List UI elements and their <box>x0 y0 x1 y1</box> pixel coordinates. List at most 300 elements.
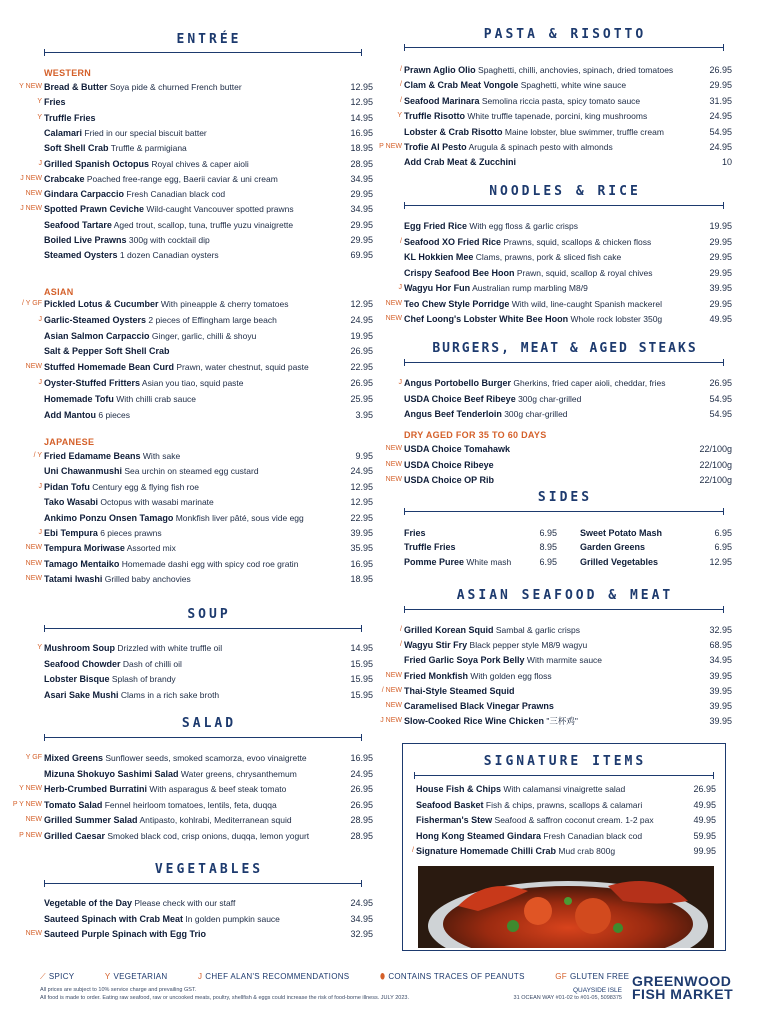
menu-item-price: 34.95 <box>350 914 373 924</box>
menu-item-price: 26.95 <box>350 784 373 794</box>
menu-item <box>379 140 613 154</box>
menu-item <box>385 442 511 456</box>
dietary-marks: J <box>38 529 42 536</box>
menu-item-name: Crabcake <box>44 174 85 184</box>
menu-item-name: Ebi Tempura <box>44 528 98 538</box>
menu-item <box>385 699 554 713</box>
legend-gluten-free: GLUTEN FREE <box>569 972 630 981</box>
menu-item-price: 39.95 <box>709 686 732 696</box>
menu-item-name: Mushroom Soup <box>44 643 115 653</box>
dietary-marks: J <box>38 316 42 323</box>
menu-item-description: Grilled baby anchovies <box>102 574 191 584</box>
menu-item-price: 34.95 <box>350 204 373 214</box>
menu-item-price: 49.95 <box>693 800 716 810</box>
dietary-marks: / <box>400 626 402 633</box>
menu-item <box>404 540 456 554</box>
menu-item-name: Seafood Marinara <box>404 96 480 106</box>
menu-item <box>25 187 226 201</box>
menu-item-description: Ginger, garlic, chilli & shoyu <box>149 331 257 341</box>
menu-item-name: Grilled Vegetables <box>580 557 659 567</box>
menu-item-description: Dash of chilli oil <box>120 659 182 669</box>
menu-item-price: 16.95 <box>350 559 373 569</box>
menu-item <box>400 78 627 92</box>
menu-item-description: 1 dozen Canadian oysters <box>117 250 219 260</box>
menu-item-description: Antipasto, kohlrabi, Mediterranean squid <box>137 815 292 825</box>
menu-item-price: 24.95 <box>350 466 373 476</box>
menu-item-price: 35.95 <box>350 543 373 553</box>
menu-item <box>385 312 663 326</box>
menu-item-name: Vegetable of the Day <box>44 898 133 908</box>
menu-item-name: Caramelised Black Vinegar Prawns <box>404 701 554 711</box>
section-rule <box>404 609 724 610</box>
menu-item-price: 15.95 <box>350 690 373 700</box>
menu-item-price: 28.95 <box>350 159 373 169</box>
menu-item-description: "三杯鸡" <box>543 716 578 726</box>
menu-item-description: With golden egg floss <box>468 671 552 681</box>
menu-item <box>400 638 588 652</box>
menu-item-name: Fisherman's Stew <box>416 815 493 825</box>
menu-item-description: Fresh Canadian black cod <box>124 189 226 199</box>
menu-item-description: Assorted mix <box>124 543 176 553</box>
menu-item-name: Asian Salmon Carpaccio <box>44 331 150 341</box>
menu-item-price: 29.95 <box>709 237 732 247</box>
menu-item <box>404 526 426 540</box>
chilli-crab-photo <box>418 866 714 948</box>
menu-item <box>44 767 297 781</box>
menu-item-price: 26.95 <box>350 346 373 356</box>
menu-item-name: Clam & Crab Meat Vongole <box>404 80 519 90</box>
dietary-marks: NEW <box>385 461 402 468</box>
menu-item <box>404 266 652 280</box>
menu-item <box>25 541 176 555</box>
menu-item-price: 24.95 <box>350 898 373 908</box>
menu-item-description: With wild, line-caught Spanish mackerel <box>509 299 662 309</box>
menu-item-price: 26.95 <box>709 378 732 388</box>
dietary-marks: J <box>398 284 402 291</box>
menu-item <box>44 248 219 262</box>
menu-item-name: KL Hokkien Mee <box>404 252 474 262</box>
menu-item-description: Fresh Canadian black cod <box>541 831 643 841</box>
menu-item-price: 12.95 <box>350 299 373 309</box>
dietary-marks: NEW <box>385 672 402 679</box>
menu-item-name: Calamari <box>44 128 83 138</box>
menu-item <box>38 480 199 494</box>
dietary-marks: J <box>38 483 42 490</box>
menu-item <box>44 233 210 247</box>
menu-item-price: 18.95 <box>350 143 373 153</box>
menu-item-name: Trofie Al Pesto <box>404 142 467 152</box>
menu-item-price: 28.95 <box>350 831 373 841</box>
menu-item-description: With asparagus & beef steak tomato <box>147 784 287 794</box>
menu-item-price: 12.95 <box>350 82 373 92</box>
menu-item <box>404 555 511 569</box>
menu-item <box>37 641 223 655</box>
menu-item <box>44 344 170 358</box>
menu-item-price: 9.95 <box>355 451 373 461</box>
menu-item-name: Truffle Fries <box>44 113 96 123</box>
menu-item <box>44 141 187 155</box>
menu-item-name: Add Crab Meat & Zucchini <box>404 157 517 167</box>
menu-item <box>25 557 299 571</box>
fine-print-service: All prices are subject to 10% service charge and prevailing GST. <box>40 987 197 993</box>
menu-item-price: 12.95 <box>709 557 732 567</box>
menu-item <box>22 297 289 311</box>
menu-item-description: Please check with our staff <box>132 898 236 908</box>
dietary-marks: NEW <box>25 575 42 582</box>
dietary-marks: / <box>400 81 402 88</box>
menu-item-name: Mizuna Shokuyo Sashimi Salad <box>44 769 179 779</box>
menu-item <box>404 392 581 406</box>
menu-item <box>404 250 621 264</box>
menu-item-name: Soft Shell Crab <box>44 143 109 153</box>
menu-item-price: 39.95 <box>709 283 732 293</box>
menu-item-description: Smoked black cod, crisp onions, duqqa, lemon yogurt <box>105 831 310 841</box>
section-title-burgers: BURGERS, MEAT & AGED STEAKS <box>432 341 698 356</box>
menu-item-description: Spaghetti, white wine sauce <box>518 80 627 90</box>
dietary-marks: NEW <box>25 816 42 823</box>
menu-item-description: Sunflower seeds, smoked scamorza, evoo vinaigrette <box>103 753 307 763</box>
menu-item-name: Steamed Oysters <box>44 250 118 260</box>
menu-item-description: Fennel heirloom tomatoes, lentils, feta, duqqa <box>102 800 277 810</box>
menu-item-name: USDA Choice Ribeye <box>404 460 494 470</box>
menu-item-name: Tempura Moriwase <box>44 543 125 553</box>
menu-item <box>381 684 515 698</box>
menu-item <box>385 297 662 311</box>
menu-item-name: Fries <box>44 97 66 107</box>
fine-print-raw: All food is made to order. Eating raw seafood, raw or uncooked meats, poultry, shellfish & eggs could increase the risk of food-borne illness. JULY 2023. <box>40 995 410 1001</box>
menu-item-price: 28.95 <box>350 815 373 825</box>
menu-item-description: 2 pieces of Effingham large beach <box>146 315 277 325</box>
menu-item-name: Wagyu Hor Fun <box>404 283 471 293</box>
menu-item-name: Signature Homemade Chilli Crab <box>416 846 557 856</box>
menu-item <box>44 912 280 926</box>
menu-item-price: 22/100g <box>699 475 732 485</box>
menu-item-name: Sauteed Spinach with Crab Meat <box>44 914 184 924</box>
menu-item <box>44 126 207 140</box>
chef-icon: J <box>197 972 203 981</box>
menu-item-price: 22.95 <box>350 362 373 372</box>
menu-item-price: 26.95 <box>350 800 373 810</box>
gluten-free-icon: GF <box>555 972 567 981</box>
dietary-marks: P Y NEW <box>12 801 42 808</box>
menu-item <box>400 63 674 77</box>
dietary-marks: / Y GF <box>22 300 42 307</box>
menu-item <box>404 407 568 421</box>
menu-item <box>37 95 66 109</box>
menu-item-description: Australian rump marbling M8/9 <box>470 283 588 293</box>
legend <box>40 972 657 982</box>
menu-item <box>38 526 162 540</box>
menu-item <box>398 376 666 390</box>
menu-item-price: 15.95 <box>350 659 373 669</box>
section-title-vegetables: VEGETABLES <box>154 862 264 877</box>
menu-item-description: Octopus with wasabi marinate <box>98 497 214 507</box>
menu-item-price: 10 <box>721 157 732 167</box>
menu-item-price: 26.95 <box>350 378 373 388</box>
menu-item-name: Salt & Pepper Soft Shell Crab <box>44 346 170 356</box>
menu-item <box>25 813 292 827</box>
menu-item-name: Spotted Prawn Ceviche <box>44 204 145 214</box>
menu-item-description: Mud crab 800g <box>556 846 616 856</box>
menu-item-name: Slow-Cooked Rice Wine Chicken <box>404 716 544 726</box>
menu-item-price: 29.95 <box>350 220 373 230</box>
menu-item-name: Wagyu Stir Fry <box>404 640 468 650</box>
menu-item <box>44 218 293 232</box>
menu-item-price: 12.95 <box>350 482 373 492</box>
menu-item-price: 39.95 <box>709 671 732 681</box>
menu-item-price: 29.95 <box>709 299 732 309</box>
menu-item-price: 29.95 <box>709 80 732 90</box>
menu-item-price: 22.95 <box>350 513 373 523</box>
peanut-icon: ⬮ <box>379 972 386 981</box>
menu-item-price: 24.95 <box>709 142 732 152</box>
menu-item-name: Prawn Aglio Olio <box>404 65 476 75</box>
dietary-marks: / NEW <box>381 687 402 694</box>
menu-item-price: 54.95 <box>709 127 732 137</box>
menu-item-price: 16.95 <box>350 128 373 138</box>
menu-item-price: 22/100g <box>699 444 732 454</box>
dietary-marks: NEW <box>385 300 402 307</box>
menu-item-description: Royal chives & caper aioli <box>149 159 249 169</box>
menu-item <box>44 464 259 478</box>
dietary-marks: / <box>400 641 402 648</box>
menu-item-price: 25.95 <box>350 394 373 404</box>
menu-item-description: Splash of brandy <box>109 674 176 684</box>
dietary-marks: NEW <box>25 544 42 551</box>
menu-item-price: 59.95 <box>693 831 716 841</box>
menu-item <box>385 458 494 472</box>
section-title-salad: SALAD <box>181 716 237 731</box>
menu-item-price: 39.95 <box>709 701 732 711</box>
menu-item-name: Angus Beef Tenderloin <box>404 409 502 419</box>
menu-item-name: Chef Loong's Lobster White Bee Hoon <box>404 314 569 324</box>
section-rule <box>404 205 724 206</box>
menu-item-price: 99.95 <box>693 846 716 856</box>
menu-item-price: 34.95 <box>709 655 732 665</box>
dietary-marks: NEW <box>385 445 402 452</box>
section-rule <box>44 52 362 53</box>
menu-item-name: Seafood Tartare <box>44 220 112 230</box>
menu-item-name: Bread & Butter <box>44 82 108 92</box>
menu-item-description: Poached free-range egg, Baerii caviar & uni cream <box>84 174 278 184</box>
menu-item-price: 24.95 <box>350 315 373 325</box>
menu-item-name: Tamago Mentaiko <box>44 559 120 569</box>
legend-peanuts: CONTAINS TRACES OF PEANUTS <box>388 972 525 981</box>
dietary-marks: NEW <box>385 702 402 709</box>
dietary-marks: NEW <box>25 190 42 197</box>
section-title-sides: SIDES <box>537 490 593 505</box>
menu-item <box>404 653 602 667</box>
menu-item-name: Grilled Caesar <box>44 831 106 841</box>
menu-item <box>25 360 309 374</box>
subsection-dry-aged: DRY AGED FOR 35 TO 60 DAYS <box>404 430 547 440</box>
menu-item-name: Add Mantou <box>44 410 96 420</box>
menu-item-description: With sake <box>140 451 181 461</box>
menu-item <box>44 896 235 910</box>
menu-item-price: 19.95 <box>350 331 373 341</box>
logo-line-2: FISH MARKET <box>632 986 734 1002</box>
menu-item-name: Truffle Risotto <box>404 111 465 121</box>
menu-item-price: 29.95 <box>709 268 732 278</box>
menu-item-price: 14.95 <box>350 113 373 123</box>
menu-item <box>44 511 304 525</box>
menu-item <box>404 155 516 169</box>
menu-item-description: Black pepper style M8/9 wagyu <box>467 640 588 650</box>
menu-item-name: Seafood Chowder <box>44 659 121 669</box>
menu-item <box>580 540 645 554</box>
menu-item <box>404 219 578 233</box>
menu-item <box>20 172 278 186</box>
dietary-marks: Y <box>37 644 42 651</box>
dietary-marks: P NEW <box>379 143 402 150</box>
menu-item-description: Homemade dashi egg with spicy cod roe gratin <box>119 559 299 569</box>
menu-item-name: Hong Kong Steamed Gindara <box>416 831 542 841</box>
menu-item <box>416 782 625 796</box>
dietary-marks: J NEW <box>380 717 402 724</box>
dietary-marks: Y <box>37 114 42 121</box>
menu-item-price: 12.95 <box>350 497 373 507</box>
menu-item-description: Fried in our special biscuit batter <box>82 128 207 138</box>
subsection-japanese: JAPANESE <box>44 437 95 447</box>
menu-item-price: 19.95 <box>709 221 732 231</box>
menu-item-name: Oyster-Stuffed Fritters <box>44 378 141 388</box>
menu-item-name: House Fish & Chips <box>416 784 502 794</box>
menu-item <box>19 829 310 843</box>
menu-item-price: 6.95 <box>714 542 732 552</box>
subsection-asian: ASIAN <box>44 287 74 297</box>
menu-item-description: With chilli crab sauce <box>113 394 197 404</box>
menu-item <box>44 672 176 686</box>
menu-item-name: Fried Garlic Soya Pork Belly <box>404 655 525 665</box>
menu-item-name: Boiled Live Prawns <box>44 235 127 245</box>
menu-item-name: Teo Chew Style Porridge <box>404 299 510 309</box>
menu-item-name: Garlic-Steamed Oysters <box>44 315 147 325</box>
dietary-marks: / <box>400 97 402 104</box>
menu-item-name: Herb-Crumbed Burratini <box>44 784 148 794</box>
menu-item-description: Sea urchin on steamed egg custard <box>122 466 259 476</box>
menu-item-name: Sweet Potato Mash <box>580 528 663 538</box>
menu-item-description: With egg floss & garlic crisps <box>467 221 579 231</box>
section-rule <box>404 47 724 48</box>
menu-item-name: Pidan Tofu <box>44 482 90 492</box>
menu-item <box>397 109 648 123</box>
menu-item-description: Spaghetti, chilli, anchovies, spinach, dried tomatoes <box>475 65 674 75</box>
menu-item-name: USDA Choice OP Rib <box>404 475 495 485</box>
menu-item <box>44 408 130 422</box>
menu-item-name: Seafood Basket <box>416 800 484 810</box>
menu-item-name: Truffle Fries <box>404 542 456 552</box>
menu-item-price: 24.95 <box>350 769 373 779</box>
menu-item <box>416 813 654 827</box>
menu-item <box>398 281 588 295</box>
section-rule <box>44 628 362 629</box>
dietary-marks: / <box>400 238 402 245</box>
menu-item-price: 31.95 <box>709 96 732 106</box>
menu-item-price: 8.95 <box>539 542 557 552</box>
section-title-pasta: PASTA & RISOTTO <box>483 27 647 42</box>
menu-item-price: 6.95 <box>714 528 732 538</box>
menu-item <box>38 313 277 327</box>
menu-item <box>385 473 495 487</box>
menu-item <box>38 157 249 171</box>
section-title-noodles: NOODLES & RICE <box>489 184 641 199</box>
menu-item-price: 49.95 <box>693 815 716 825</box>
menu-item-name: Grilled Summer Salad <box>44 815 138 825</box>
vegetarian-icon: Y <box>104 972 111 981</box>
menu-item-price: 24.95 <box>709 111 732 121</box>
menu-item-name: Tako Wasabi <box>44 497 99 507</box>
menu-item <box>44 495 214 509</box>
menu-item-price: 69.95 <box>350 250 373 260</box>
menu-item-description: Soya pide & churned French butter <box>107 82 242 92</box>
section-rule <box>44 883 362 884</box>
menu-item-name: Tomato Salad <box>44 800 103 810</box>
menu-item <box>400 235 652 249</box>
menu-item-name: Grilled Spanish Octopus <box>44 159 150 169</box>
menu-item-description: Truffle & parmigiana <box>108 143 187 153</box>
menu-item-description: Century egg & flying fish roe <box>89 482 199 492</box>
menu-item-description: Monkfish liver pâté, sous vide egg <box>173 513 304 523</box>
menu-item-description: Asian you tiao, squid paste <box>140 378 244 388</box>
menu-item-name: Fried Edamame Beans <box>44 451 141 461</box>
dietary-marks: Y GF <box>25 754 42 761</box>
menu-item-price: 16.95 <box>350 753 373 763</box>
menu-item-price: 15.95 <box>350 674 373 684</box>
menu-item-price: 68.95 <box>709 640 732 650</box>
menu-item-description: Prawn, water chestnut, squid paste <box>174 362 309 372</box>
menu-item <box>25 572 191 586</box>
menu-item-price: 14.95 <box>350 643 373 653</box>
menu-item-description: Sambal & garlic crisps <box>493 625 580 635</box>
dietary-marks: J <box>38 379 42 386</box>
subsection-western: WESTERN <box>44 68 92 78</box>
menu-item-description: 300g with cocktail dip <box>126 235 210 245</box>
menu-item-name: Garden Greens <box>580 542 646 552</box>
menu-item <box>380 714 578 728</box>
section-title-signature: SIGNATURE ITEMS <box>483 754 647 769</box>
menu-item <box>44 657 182 671</box>
menu-item-name: USDA Choice Tomahawk <box>404 444 511 454</box>
menu-item-price: 39.95 <box>709 716 732 726</box>
menu-item-name: Angus Portobello Burger <box>404 378 512 388</box>
menu-item-description: Semolina riccia pasta, spicy tomato sauce <box>479 96 641 106</box>
menu-item-description: Seafood & saffron coconut cream. 1-2 pax <box>492 815 654 825</box>
address-name: QUAYSIDE ISLE <box>572 987 622 994</box>
menu-item-description: Prawn, squid, scallop & royal chives <box>514 268 653 278</box>
menu-item-name: Gindara Carpaccio <box>44 189 125 199</box>
menu-item-description: White truffle tapenade, porcini, king mushrooms <box>465 111 648 121</box>
brand-logo <box>632 975 733 1001</box>
menu-item-name: Uni Chawanmushi <box>44 466 123 476</box>
menu-item <box>416 829 642 843</box>
dietary-marks: NEW <box>385 476 402 483</box>
menu-item <box>25 927 207 941</box>
menu-item-price: 29.95 <box>709 252 732 262</box>
menu-item-price: 18.95 <box>350 574 373 584</box>
menu-item <box>580 555 658 569</box>
menu-item <box>404 125 664 139</box>
menu-item-name: Lobster & Crab Risotto <box>404 127 503 137</box>
menu-item-name: Crispy Seafood Bee Hoon <box>404 268 515 278</box>
legend-spicy: SPICY <box>48 972 75 981</box>
menu-item <box>412 844 616 858</box>
menu-item <box>44 392 196 406</box>
section-rule <box>414 775 714 776</box>
menu-item-price: 54.95 <box>709 409 732 419</box>
menu-item <box>20 202 294 216</box>
menu-item <box>25 751 307 765</box>
menu-item <box>19 782 287 796</box>
